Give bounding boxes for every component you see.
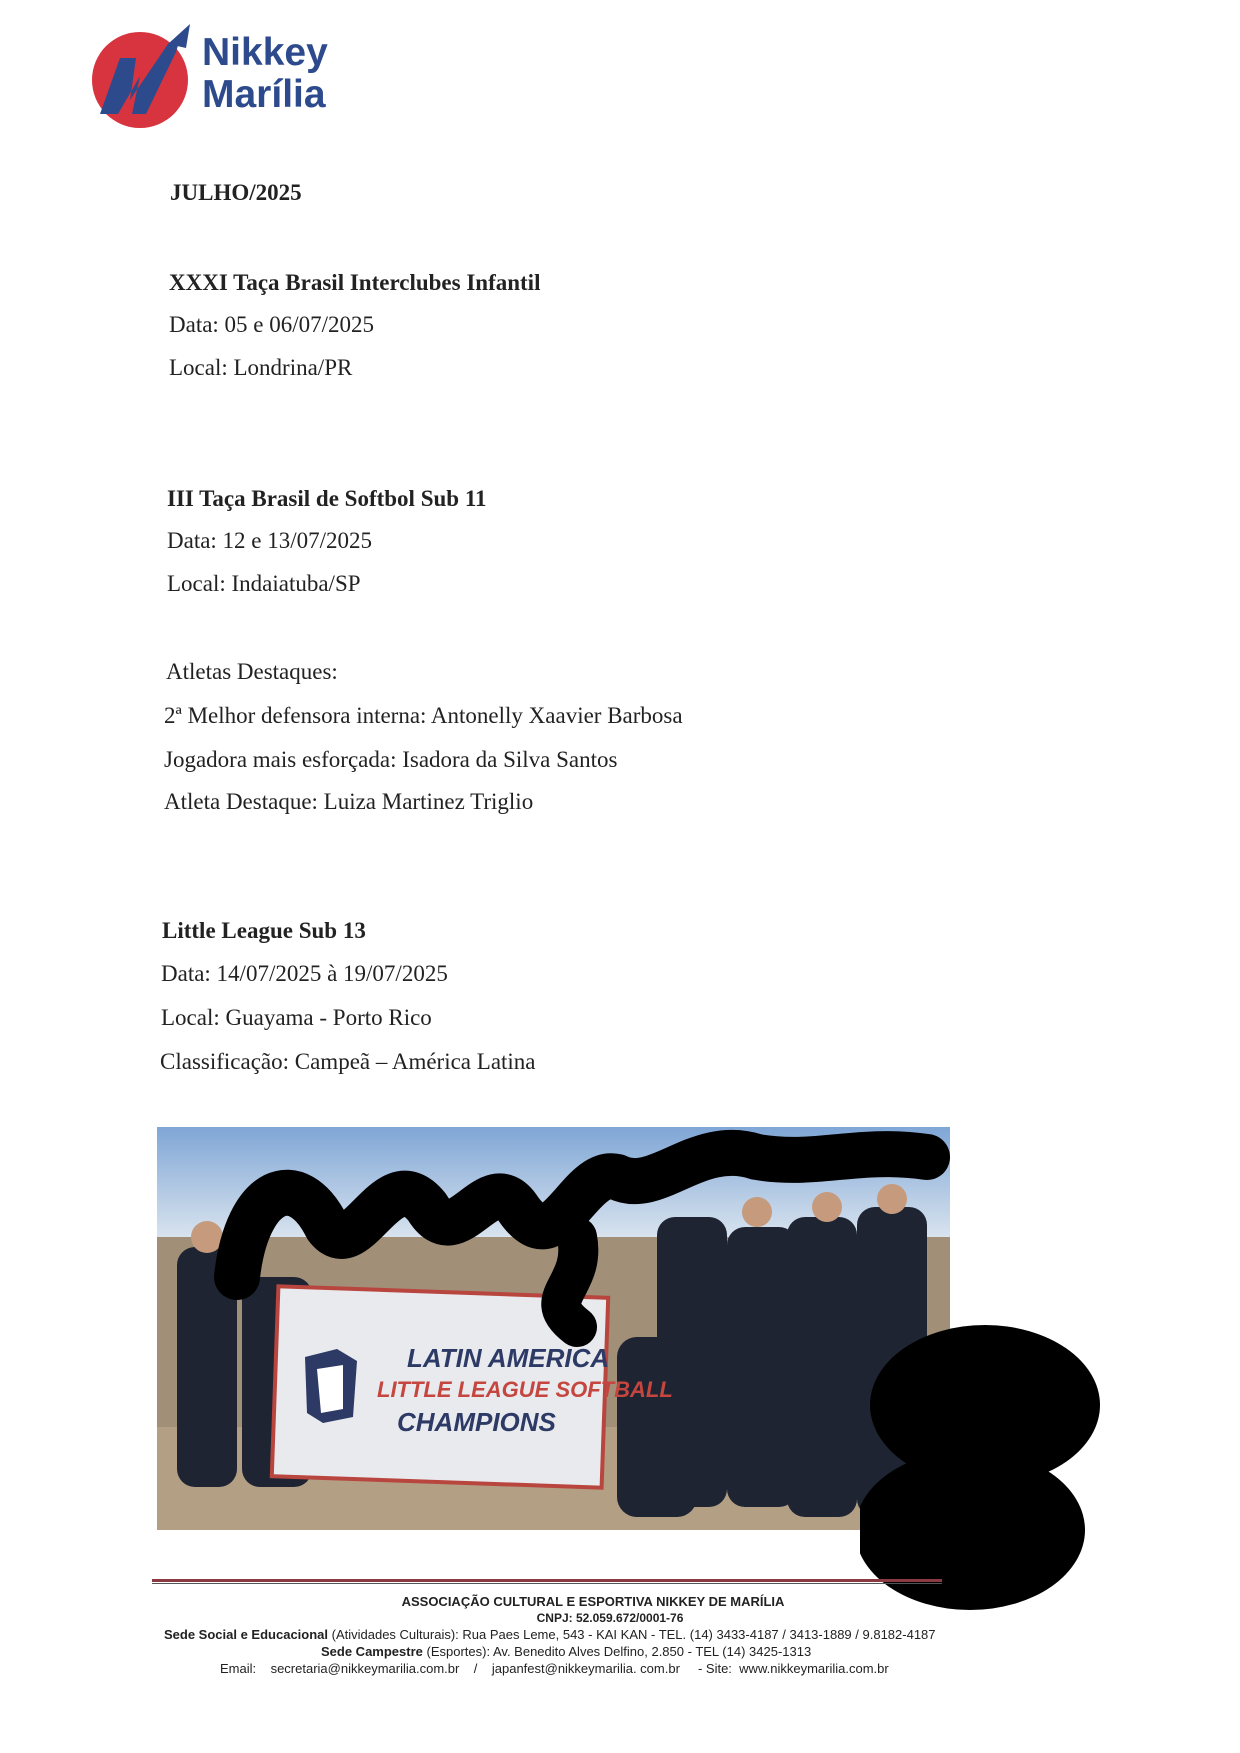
- footer-org-name: ASSOCIAÇÃO CULTURAL E ESPORTIVA NIKKEY DE MARÍLIA: [401, 1594, 785, 1609]
- little-league-emblem-icon: [305, 1349, 357, 1423]
- site-url: www.nikkeymarilia.com.br: [739, 1661, 889, 1676]
- event-3-title: Little League Sub 13: [162, 918, 366, 943]
- site-label: - Site:: [697, 1661, 732, 1676]
- highlight-item: 2ª Melhor defensora interna: Antonelly Xaavier Barbosa: [164, 703, 683, 728]
- banner-line-3: CHAMPIONS: [397, 1407, 556, 1437]
- event-2-title: III Taça Brasil de Softbol Sub 11: [167, 486, 487, 511]
- redaction-mark: [860, 1320, 1150, 1620]
- banner-line-2: LITTLE LEAGUE SOFTBALL: [377, 1377, 673, 1402]
- logo-emblem-icon: [90, 22, 202, 132]
- event-2-date: Data: 12 e 13/07/2025: [167, 528, 373, 553]
- team-photo: [157, 1127, 950, 1530]
- nikkey-marilia-logo: [90, 22, 360, 132]
- team-photo-illustration: [157, 1127, 950, 1530]
- event-3-date: Data: 14/07/2025 à 19/07/2025: [161, 961, 448, 986]
- logo-wordmark: [202, 32, 328, 116]
- event-3-local: Local: Guayama - Porto Rico: [161, 1005, 432, 1030]
- event-3-classification: Classificação: Campeã – América Latina: [160, 1049, 536, 1074]
- sede-social-text: (Atividades Culturais): Rua Paes Leme, 543 - KAI KAN - TEL. (14) 3433-4187 / 3413-1889 / 9.8182-4187: [328, 1627, 936, 1642]
- email-separator: /: [473, 1661, 478, 1676]
- highlight-item: Jogadora mais esforçada: Isadora da Silva Santos: [164, 747, 618, 772]
- logo-line-2: Marília: [202, 73, 326, 116]
- email-secretaria: secretaria@nikkeymarilia.com.br: [270, 1661, 460, 1676]
- event-1-title: XXXI Taça Brasil Interclubes Infantil: [169, 270, 541, 295]
- month-heading: JULHO/2025: [170, 180, 302, 205]
- highlights-title: Atletas Destaques:: [166, 659, 338, 684]
- logo-line-1: Nikkey: [202, 31, 328, 74]
- banner-line-1: LATIN AMERICA: [407, 1343, 610, 1373]
- footer-cnpj: CNPJ: 52.059.672/0001-76: [536, 1611, 684, 1625]
- footer-contacts: [220, 1661, 889, 1676]
- email-japanfest: japanfest@nikkeymarilia. com.br: [491, 1661, 680, 1676]
- sede-campestre-label: Sede Campestre: [321, 1644, 423, 1659]
- email-label: Email:: [220, 1661, 257, 1676]
- footer-sede-social: [164, 1627, 936, 1642]
- sede-social-label: Sede Social e Educacional: [164, 1627, 329, 1642]
- event-1-date: Data: 05 e 06/07/2025: [169, 312, 375, 337]
- highlight-item: Atleta Destaque: Luiza Martinez Triglio: [164, 789, 534, 814]
- footer-sede-campestre: [321, 1644, 811, 1659]
- event-2-local: Local: Indaiatuba/SP: [167, 571, 361, 596]
- sede-campestre-text: (Esportes): Av. Benedito Alves Delfino, 2.850 - TEL (14) 3425-1313: [422, 1644, 812, 1659]
- footer-divider: [152, 1579, 942, 1584]
- event-1-local: Local: Londrina/PR: [169, 355, 353, 380]
